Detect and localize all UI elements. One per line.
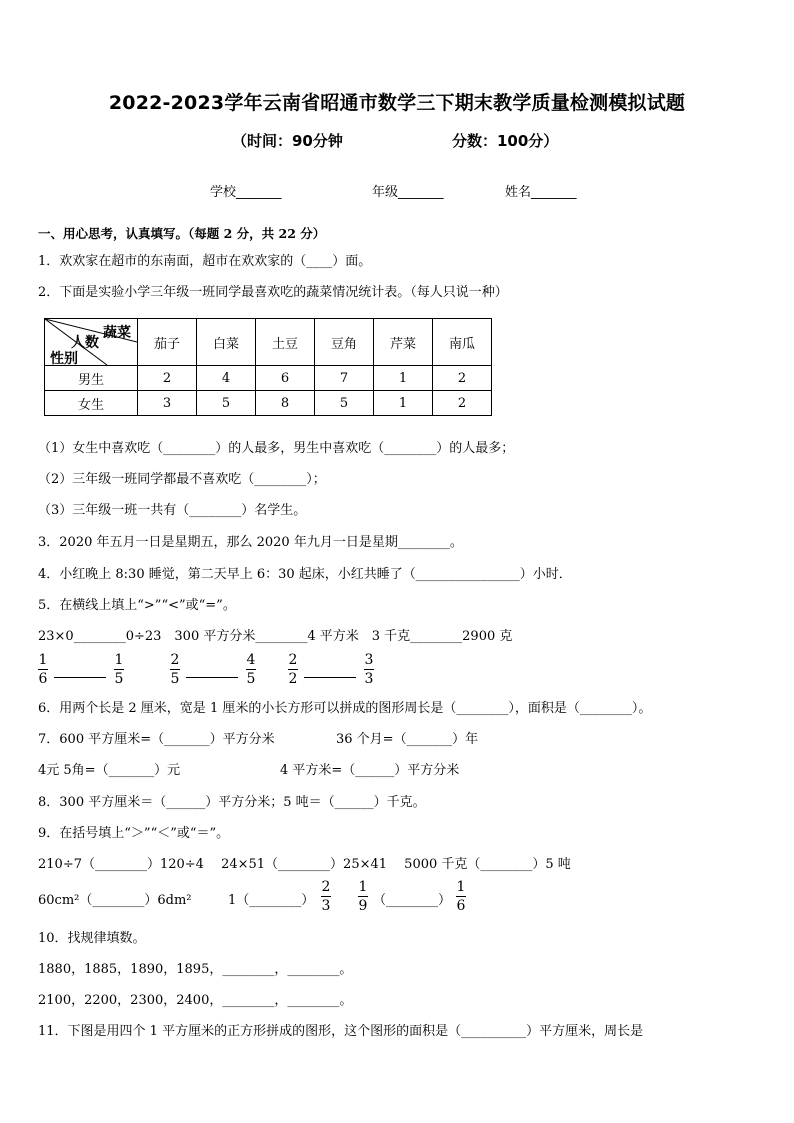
fraction: 4 5 xyxy=(246,652,256,687)
question-10-line-1: 1880，1885，1890，1895，________，________。 xyxy=(38,962,353,977)
question-1: 1．欢欢家在超市的东南面，超市在欢欢家的（____）面。 xyxy=(38,254,372,269)
column-header: 白菜 xyxy=(197,319,256,366)
header-count-label: 人数 xyxy=(71,335,99,351)
fraction: 3 3 xyxy=(364,652,374,687)
question-10-line-2: 2100，2200，2300，2400，________，________。 xyxy=(38,993,353,1008)
column-header: 茄子 xyxy=(138,319,197,366)
column-header: 豆角 xyxy=(315,319,374,366)
table-cell: 3 xyxy=(138,391,197,416)
question-7d: 4 平方米=（______）平方分米 xyxy=(280,763,460,778)
question-5: 5．在横线上填上“>”“<”或“=”。 xyxy=(38,598,236,613)
column-header: 土豆 xyxy=(256,319,315,366)
row-label: 男生 xyxy=(45,366,138,391)
table-cell: 7 xyxy=(315,366,374,391)
question-11: 11．下图是用四个 1 平方厘米的正方形拼成的图形，这个图形的面积是（__________）平方厘米，周长是 xyxy=(38,1024,644,1039)
question-6: 6．用两个长是 2 厘米，宽是 1 厘米的小长方形可以拼成的图形周长是（________），面积是（________）。 xyxy=(38,701,652,716)
question-9-line-2b: 1（________） xyxy=(228,893,315,908)
table-cell: 2 xyxy=(433,391,492,416)
fraction: 1 5 xyxy=(114,652,124,687)
question-10: 10．找规律填数。 xyxy=(38,931,146,946)
fraction: 2 2 xyxy=(288,652,298,687)
fraction: 2 3 xyxy=(321,879,331,914)
header-veg-label: 蔬菜 xyxy=(103,325,131,341)
table-cell: 2 xyxy=(433,366,492,391)
question-7c: 4元 5角=（_______）元 xyxy=(38,763,181,778)
table-row xyxy=(45,366,492,391)
section-heading: 一、用心思考，认真填写。（每题 2 分，共 22 分） xyxy=(38,226,326,241)
school-field: 学校_______ xyxy=(210,185,282,200)
score-label: 分数：100分） xyxy=(452,132,559,150)
table-cell: 5 xyxy=(197,391,256,416)
question-2-part-1: （1）女生中喜欢吃（________）的人最多，男生中喜欢吃（________）的人最多； xyxy=(38,441,515,456)
table-cell: 1 xyxy=(374,366,433,391)
row-label: 女生 xyxy=(45,391,138,416)
question-3: 3．2020 年五月一日是星期五，那么 2020 年九月一日是星期________。 xyxy=(38,535,463,550)
fraction: 2 5 xyxy=(170,652,180,687)
vegetable-table xyxy=(44,318,492,416)
question-8: 8．300 平方厘米＝（______）平方分米；5 吨＝（______）千克。 xyxy=(38,795,426,810)
question-9-line-2a: 60cm²（________）6dm² xyxy=(38,893,192,908)
table-header-corner xyxy=(45,319,138,366)
question-5-line: 23×0________0÷23 300 平方分米________4 平方米 3 千克________2900 克 xyxy=(38,629,513,644)
question-4: 4．小红晚上 8:30 睡觉，第二天早上 6：30 起床，小红共睡了（________________）小时． xyxy=(38,567,572,582)
table-cell: 6 xyxy=(256,366,315,391)
question-7a: 7．600 平方厘米=（_______）平方分米 xyxy=(38,732,275,747)
time-label: （时间：90分钟 xyxy=(232,132,343,150)
table-cell: 2 xyxy=(138,366,197,391)
question-2-part-2: （2）三年级一班同学都最不喜欢吃（________）； xyxy=(38,472,326,487)
question-2: 2．下面是实验小学三年级一班同学最喜欢吃的蔬菜情况统计表。（每人只说一种） xyxy=(38,285,508,300)
column-header: 芹菜 xyxy=(374,319,433,366)
fraction: 1 9 xyxy=(358,879,368,914)
answer-blank xyxy=(186,677,238,678)
grade-field: 年级_______ xyxy=(372,185,444,200)
question-9: 9．在括号填上“＞”“＜”或“＝”。 xyxy=(38,826,230,841)
question-9-line-1: 210÷7（________）120÷4 24×51（________）25×41 5000 千克（________）5 吨 xyxy=(38,857,571,872)
table-cell: 5 xyxy=(315,391,374,416)
table-cell: 1 xyxy=(374,391,433,416)
question-9-line-2c: （________） xyxy=(373,893,452,908)
table-row xyxy=(45,391,492,416)
exam-title: 2022-2023学年云南省昭通市数学三下期末教学质量检测模拟试题 xyxy=(108,92,686,114)
header-gender-label: 性别 xyxy=(50,351,78,365)
column-header: 南瓜 xyxy=(433,319,492,366)
table-cell: 4 xyxy=(197,366,256,391)
question-7b: 36 个月=（_______）年 xyxy=(336,732,479,747)
question-2-part-3: （3）三年级一班一共有（________）名学生。 xyxy=(38,503,307,518)
fraction: 1 6 xyxy=(38,652,48,687)
table-cell: 8 xyxy=(256,391,315,416)
fraction: 1 6 xyxy=(456,879,466,914)
name-field: 姓名_______ xyxy=(505,185,577,200)
answer-blank xyxy=(304,677,356,678)
answer-blank xyxy=(54,677,106,678)
